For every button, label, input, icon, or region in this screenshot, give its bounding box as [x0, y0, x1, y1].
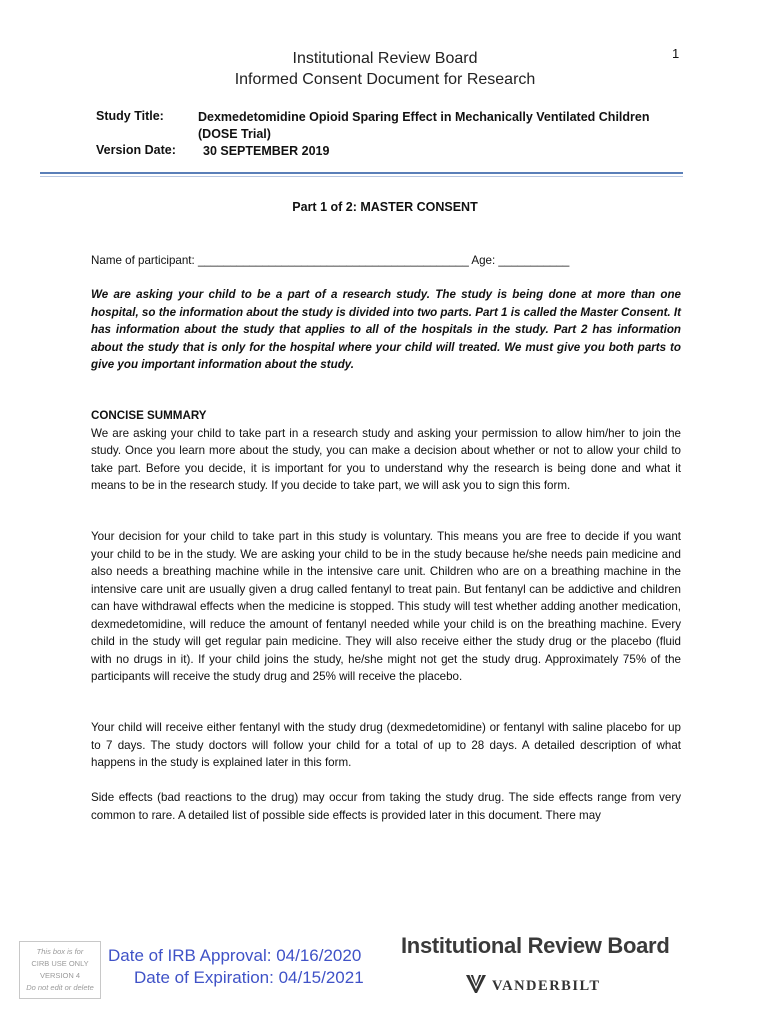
irb-approval-date: Date of IRB Approval: 04/16/2020 — [108, 946, 362, 965]
header-divider — [40, 172, 683, 174]
vanderbilt-logo — [466, 975, 601, 998]
summary-paragraph-1: We are asking your child to take part in a research study and asking your permission to allow him/her to join the study. Once you learn more about the study, you can make a decision about whether or not to allow your child to take part. Before you decide, it is important for you to understand why the research is being done and what it means to be in the research study. If you decide to take part, we will ask you to sign this form. — [91, 426, 681, 492]
participant-name-line: Name of participant: __________________________________________ Age: ___________ — [91, 254, 570, 267]
summary-paragraph-3: Your child will receive either fentanyl with the study drug (dexmedetomidine) or fentanyl with saline placebo for up to 7 days. The study doctors will follow your child for a total of up to 28 days. A detailed description of what happens in the study is explained later in this form. — [91, 721, 681, 769]
summary-paragraph-4: Side effects (bad reactions to the drug) may occur from taking the study drug. The side effects range from very common to rare. A detailed list of possible side effects is provided later in this document. There may — [91, 791, 681, 822]
vanderbilt-v-icon — [466, 975, 486, 998]
irb-expiration-date: Date of Expiration: 04/15/2021 — [134, 968, 364, 987]
intro-paragraph: We are asking your child to be a part of a research study. The study is being done at more than one hospital, so the information about the study is divided into two parts. Part 1 is called the Master Consent. It has information about the study that applies to all of the hospitals in the study. Part 2 has information about the study that is only for the hospital where your child will treated. We must give you both parts to give you important information about the study. — [91, 288, 681, 371]
study-title-value: Dexmedetomidine Opioid Sparing Effect in Mechanically Ventilated Children (DOSE Trial) — [198, 110, 650, 141]
version-date-value: 30 SEPTEMBER 2019 — [203, 144, 330, 158]
cirb-use-box — [19, 941, 101, 999]
cirb-box-line-4: Do not edit or delete — [26, 983, 94, 992]
irb-logo-text: Institutional Review Board — [401, 933, 670, 958]
cirb-box-line-2: CIRB USE ONLY — [31, 959, 89, 968]
study-title-label: Study Title: — [96, 109, 164, 123]
header-document-title: Informed Consent Document for Research — [234, 71, 536, 88]
part-title: Part 1 of 2: MASTER CONSENT — [292, 200, 478, 214]
page-number: 1 — [672, 46, 680, 61]
concise-summary-heading: CONCISE SUMMARY — [91, 409, 207, 422]
header-irb-title: Institutional Review Board — [292, 50, 478, 67]
summary-paragraph-2: Your decision for your child to take part in this study is voluntary. This means you are free to decide if you want your child to be in the study. We are asking your child to be in the study because he/she needs pain medicine and also needs a breathing machine while in the intensive care unit. Children who are on a breathing machine in the intensive care unit are usually given a drug called fentanyl to treat pain. But fentanyl can be addictive and children can have withdrawal effects when the medicine is stopped. This study will test whether adding another medication, dexmedetomidine, will reduce the amount of fentanyl needed while your child is on the breathing machine. Every child in the study will get regular pain medicine. They will also receive either the study drug or the placebo (fluid with no drugs in it). If your child joins the study, he/she might not get the study drug. Approximately 75% of the participants will receive the study drug and 25% will receive the placebo. — [91, 530, 681, 683]
version-date-label: Version Date: — [96, 143, 176, 157]
cirb-box-line-1: This box is for — [36, 947, 84, 956]
vanderbilt-wordmark: VANDERBILT — [492, 978, 601, 994]
header-divider-thin — [40, 176, 683, 177]
cirb-box-line-3: VERSION 4 — [39, 971, 80, 980]
